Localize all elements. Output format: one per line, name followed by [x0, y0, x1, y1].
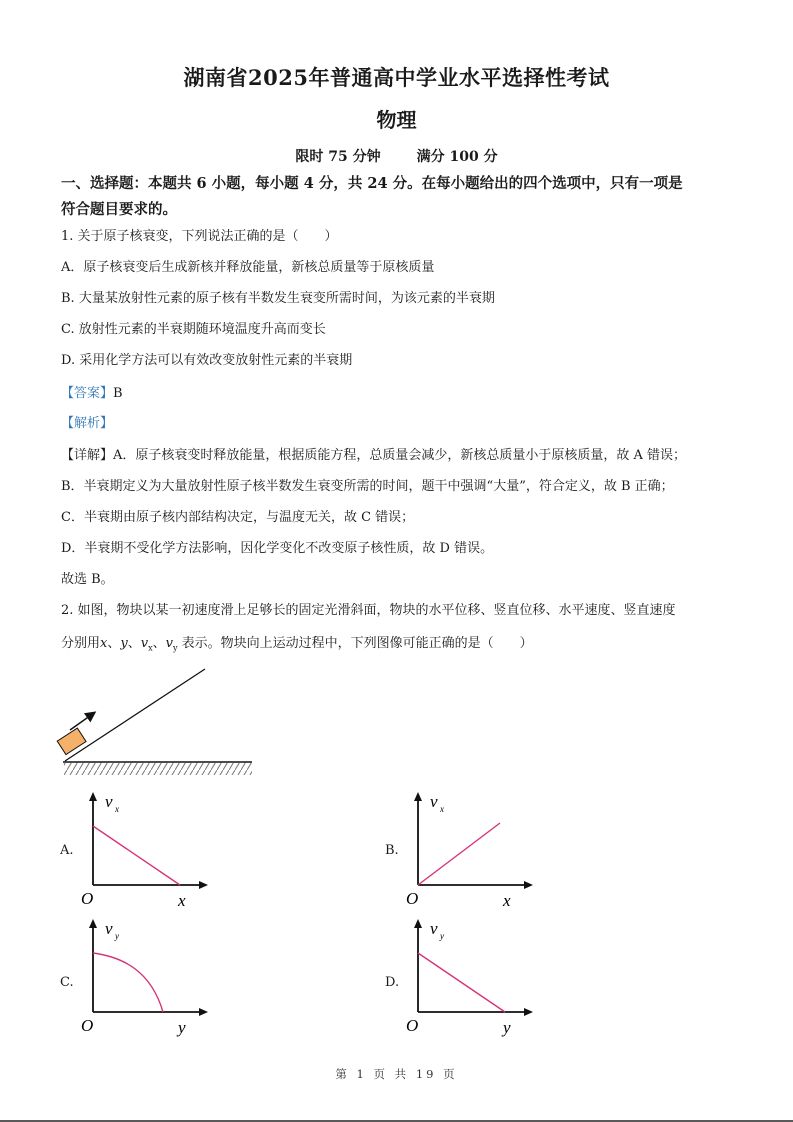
page-number: 第 1 页 共 19 页	[335, 1067, 458, 1081]
y-axis-label: v	[430, 792, 438, 811]
incline-surface	[65, 669, 205, 761]
analysis-tag: 【解析】	[61, 416, 114, 431]
graph-option-c	[80, 915, 230, 1040]
sep: 、	[127, 636, 141, 651]
graph-option-label: D.	[385, 975, 400, 990]
full-score: 满分 100 分	[416, 149, 498, 165]
q2-stem-line2	[61, 632, 533, 653]
section-heading-line1: 一、选择题：本题共 6 小题，每小题 4 分，共 24 分。在每小题给出的四个选项中，只有一项是	[61, 175, 683, 192]
y-arrow-icon	[414, 792, 422, 801]
graph-curve	[418, 823, 500, 885]
ground-hatching	[64, 763, 252, 775]
y-axis-subscript: y	[440, 931, 444, 941]
var-vy-sub: y	[173, 643, 178, 653]
origin-label: O	[81, 1016, 94, 1035]
x-axis-label: y	[178, 1018, 186, 1037]
sep: 、	[107, 636, 121, 651]
answer-value: B	[113, 386, 123, 401]
q2-stem-line1: 2. 如图，物块以某一初速度滑上足够长的固定光滑斜面，物块的水平位移、竖直位移、水平速度、竖直速度	[61, 603, 676, 618]
graph-curve	[93, 953, 163, 1012]
y-axis-label: v	[430, 919, 438, 938]
var-vx-sub: x	[148, 643, 153, 653]
stem-post: 表示。物块向上运动过程中，下列图像可能正确的是（ ）	[181, 636, 533, 651]
var-x: x	[100, 636, 108, 651]
sep: 、	[152, 636, 166, 651]
var-y: y	[120, 636, 128, 651]
velocity-arrow-icon	[70, 713, 94, 730]
y-arrow-icon	[89, 919, 97, 928]
q1-option-b: B. 大量某放射性元素的原子核有半数发生衰变所需时间，为该元素的半衰期	[61, 291, 495, 306]
graph-option-a	[80, 788, 230, 913]
q1-option-a: A．原子核衰变后生成新核并释放能量，新核总质量等于原核质量	[61, 260, 435, 275]
x-arrow-icon	[199, 881, 208, 889]
exam-title: 湖南省2025年普通高中学业水平选择性考试	[183, 65, 610, 90]
y-axis-subscript: y	[115, 931, 119, 941]
section-heading-line2: 符合题目要求的。	[61, 201, 177, 218]
answer-tag: 【答案】	[61, 386, 114, 401]
q1-detail-line-3: C．半衰期由原子核内部结构决定，与温度无关，故 C 错误；	[61, 510, 415, 525]
detail-text-a: A．原子核衰变时释放能量，根据质能方程，总质量会减少，新核总质量小于原核质量，故 A 错误；	[113, 448, 687, 463]
origin-label: O	[406, 1016, 419, 1035]
x-arrow-icon	[524, 1008, 533, 1016]
time-limit: 限时 75 分钟	[295, 149, 381, 165]
y-axis-subscript: x	[440, 804, 444, 814]
q1-option-d: D. 采用化学方法可以有效改变放射性元素的半衰期	[61, 353, 353, 368]
graph-option-label: A.	[60, 843, 74, 858]
q1-detail-line-1	[61, 444, 686, 463]
var-vy: v	[165, 636, 173, 651]
y-arrow-icon	[89, 792, 97, 801]
y-axis-subscript: x	[115, 804, 119, 814]
origin-label: O	[81, 889, 94, 908]
graph-option-d	[405, 915, 555, 1040]
q1-option-c: C. 放射性元素的半衰期随环境温度升高而变长	[61, 322, 326, 337]
incline-figure	[55, 660, 265, 780]
graph-option-label: C.	[60, 975, 74, 990]
var-vx: v	[140, 636, 149, 651]
x-axis-label: x	[503, 891, 511, 910]
x-arrow-icon	[199, 1008, 208, 1016]
graph-curve	[418, 953, 505, 1012]
stem-pre: 分别用	[61, 636, 101, 651]
q1-conclusion: 故选 B。	[61, 572, 114, 587]
y-arrow-icon	[414, 919, 422, 928]
y-axis-label: v	[105, 919, 113, 938]
exam-subject: 物理	[376, 108, 417, 132]
y-axis-label: v	[105, 792, 113, 811]
detail-tag: 【详解】	[61, 448, 114, 463]
graph-option-label: B.	[385, 843, 399, 858]
exam-meta	[0, 146, 793, 166]
q1-answer	[61, 382, 123, 401]
graph-option-b	[405, 788, 555, 913]
x-axis-label: y	[503, 1018, 511, 1037]
q1-detail-line-4: D．半衰期不受化学方法影响，因化学变化不改变原子核性质，故 D 错误。	[61, 541, 494, 556]
origin-label: O	[406, 889, 419, 908]
x-axis-label: x	[178, 891, 186, 910]
q1-stem: 1. 关于原子核衰变，下列说法正确的是（ ）	[61, 229, 338, 244]
x-arrow-icon	[524, 881, 533, 889]
q1-detail-line-2: B．半衰期定义为大量放射性原子核半数发生衰变所需的时间，题干中强调“大量”，符合定义，故 B 正确；	[61, 479, 674, 494]
graph-curve	[93, 826, 180, 885]
